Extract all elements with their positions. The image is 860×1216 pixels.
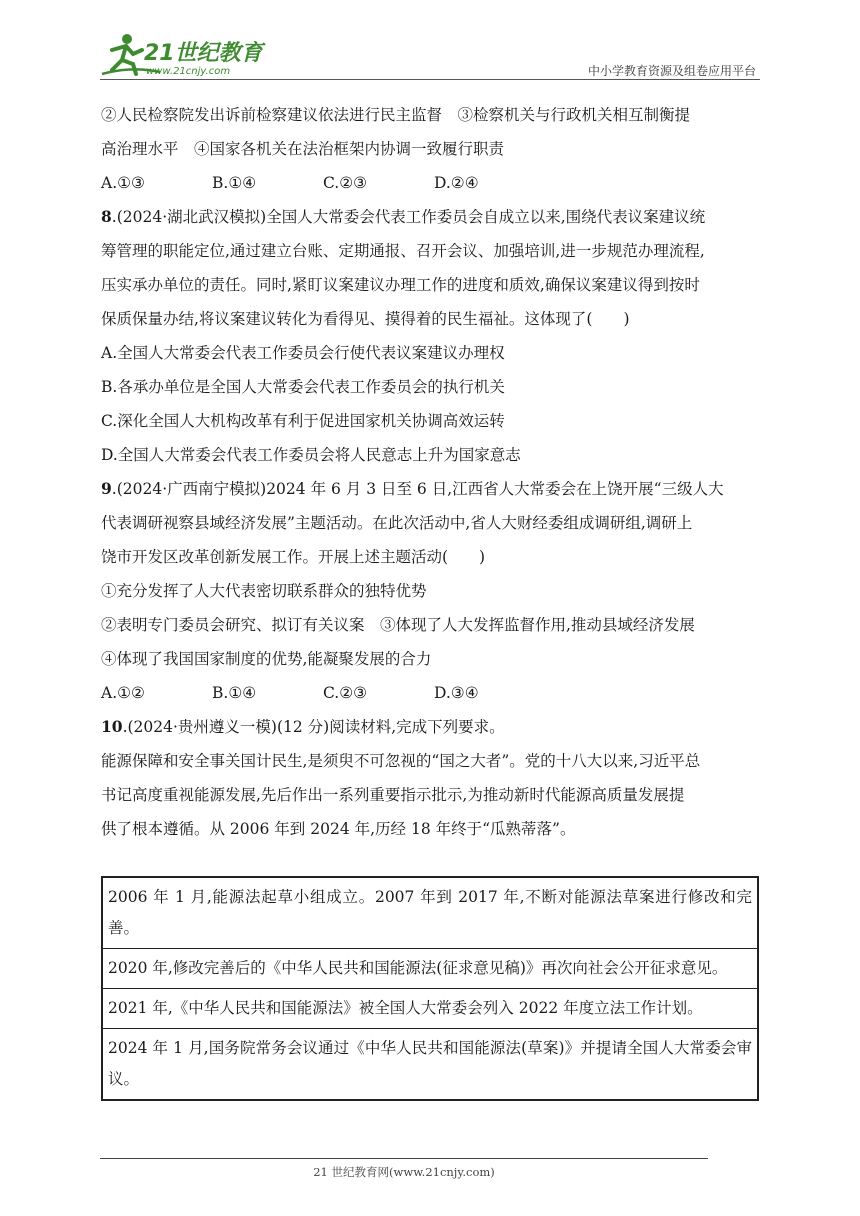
option: D.③④ (434, 684, 479, 702)
legislation-timeline-table (101, 876, 759, 1101)
stem-line: 代表调研视察县域经济发展”主题活动。在此次活动中,省人大财经委组成调研组,调研上 (101, 514, 693, 532)
material-line: 能源保障和安全事关国计民生,是须臾不可忽视的“国之大者”。党的十八大以来,习近平总 (101, 752, 701, 770)
option: C.②③ (323, 174, 368, 192)
choice: B.各承办单位是全国人大常委会代表工作委员会的执行机关 (101, 378, 505, 396)
table-row (102, 989, 758, 1029)
stem-text: .(2024·贵州遵义一模)(12 分)阅读材料,完成下列要求。 (122, 718, 505, 736)
site-tagline: 中小学教育资源及组卷应用平台 (587, 64, 756, 78)
question-9-stem (101, 472, 763, 506)
statement: ①充分发挥了人大代表密切联系群众的独特优势 (101, 582, 427, 600)
table-row (102, 877, 758, 949)
stem-text: .(2024·广西南宁模拟)2024 年 6 月 3 日至 6 日,江西省人大常委会在上饶开展“三级人大 (111, 480, 724, 498)
option: C.②③ (323, 684, 368, 702)
table-row (102, 949, 758, 989)
stem-line: 保质保量办结,将议案建议转化为看得见、摸得着的民生福祉。这体现了( ) (101, 310, 630, 328)
material-line: 供了根本遵循。从 2006 年到 2024 年,历经 18 年终于“瓜熟蒂落”。 (101, 820, 576, 838)
page-header (100, 30, 760, 80)
option: B.①④ (212, 174, 257, 192)
table-cell: 2006 年 1 月,能源法起草小组成立。2007 年到 2017 年,不断对能源法草案进行修改和完善。 (102, 877, 758, 949)
question-10-stem (101, 710, 763, 744)
choice: D.全国人大常委会代表工作委员会将人民意志上升为国家意志 (101, 446, 521, 464)
question-9-options (101, 676, 763, 710)
question-number: 10 (101, 717, 123, 736)
table-cell: 2021 年,《中华人民共和国能源法》被全国人大常委会列入 2022 年度立法工作计划。 (102, 989, 758, 1029)
footer-rule (100, 1158, 708, 1159)
stem-text: .(2024·湖北武汉模拟)全国人大常委会代表工作委员会自成立以来,围绕代表议案建议统 (111, 208, 706, 226)
table-cell: 2020 年,修改完善后的《中华人民共和国能源法(征求意见稿)》再次向社会公开征求意见。 (102, 949, 758, 989)
option: A.①② (101, 684, 145, 702)
question-content (101, 98, 763, 846)
choice: C.深化全国人大机构改革有利于促进国家机关协调高效运转 (101, 412, 505, 430)
logo-text: 21世纪教育 (144, 41, 263, 66)
table-row (102, 1029, 758, 1101)
carry-line: 高治理水平 ④国家各机关在法治框架内协调一致履行职责 (101, 140, 505, 158)
site-logo (100, 30, 270, 78)
option: D.②④ (434, 174, 479, 192)
table-cell: 2024 年 1 月,国务院常务会议通过《中华人民共和国能源法(草案)》并提请全国人大常委会审议。 (102, 1029, 758, 1101)
material-line: 书记高度重视能源发展,先后作出一系列重要指示批示,为推动新时代能源高质量发展提 (101, 786, 685, 804)
statement: ②表明专门委员会研究、拟订有关议案 ③体现了人大发挥监督作用,推动县域经济发展 (101, 616, 695, 634)
carry-line: ②人民检察院发出诉前检察建议依法进行民主监督 ③检察机关与行政机关相互制衡提 (101, 106, 691, 124)
logo-url: www.21cnjy.com (146, 66, 231, 77)
question-number: 8 (101, 207, 112, 226)
stem-line: 筹管理的职能定位,通过建立台账、定期通报、召开会议、加强培训,进一步规范办理流程, (101, 242, 705, 260)
choice: A.全国人大常委会代表工作委员会行使代表议案建议办理权 (101, 344, 505, 362)
stem-line: 饶市开发区改革创新发展工作。开展上述主题活动( ) (101, 548, 486, 566)
statement: ④体现了我国国家制度的优势,能凝聚发展的合力 (101, 650, 432, 668)
stem-line: 压实承办单位的责任。同时,紧盯议案建议办理工作的进度和质效,确保议案建议得到按时 (101, 276, 700, 294)
question-8-stem (101, 200, 763, 234)
header-rule (100, 79, 760, 80)
carry-options (101, 166, 763, 200)
option: B.①④ (212, 684, 257, 702)
page-footer: 21 世纪教育网(www.21cnjy.com) (313, 1165, 495, 1179)
option: A.①③ (101, 174, 145, 192)
question-number: 9 (101, 479, 112, 498)
